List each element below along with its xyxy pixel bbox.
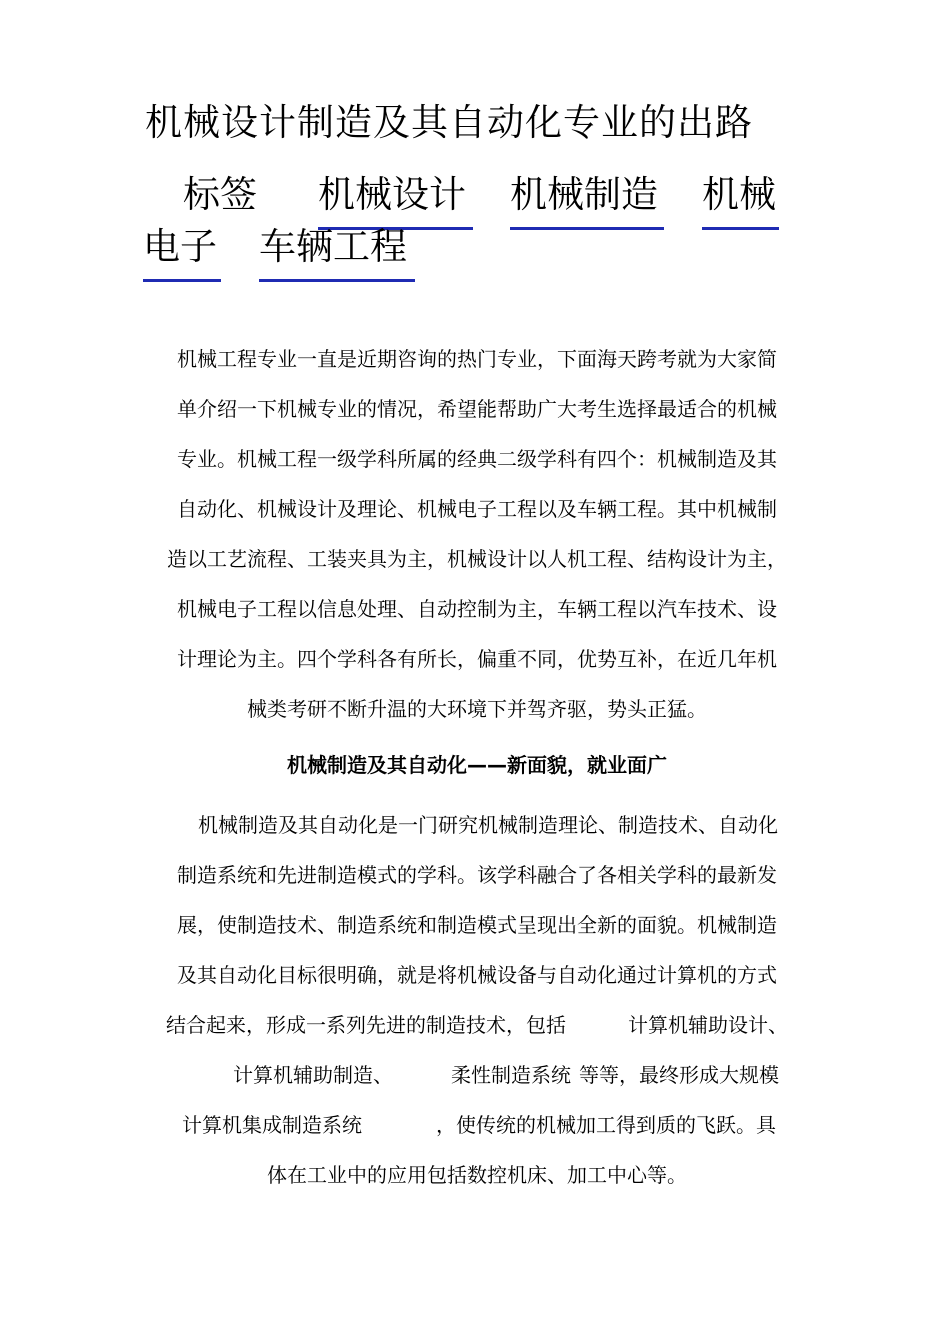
- section-heading: 机械制造及其自动化——新面貌，就业面广: [287, 753, 667, 777]
- section-line: 展，使制造技术、制造系统和制造模式呈现出全新的面貌。机械制造: [177, 913, 777, 937]
- term-cims: 计算机集成制造系统: [182, 1113, 362, 1137]
- page-title: 机械设计制造及其自动化专业的出路: [145, 101, 753, 144]
- intro-line: 专业。机械工程一级学科所属的经典二级学科有四个：机械制造及其: [177, 447, 777, 471]
- intro-paragraph: [145, 334, 809, 734]
- section-line: 制造系统和先进制造模式的学科。该学科融合了各相关学科的最新发: [177, 863, 777, 887]
- intro-line: 自动化、机械设计及理论、机械电子工程以及车辆工程。其中机械制: [177, 497, 777, 521]
- section-line: 计算机辅助制造、 柔性制造系统 等等，最终形成大规模: [233, 1063, 779, 1087]
- section-line: 及其自动化目标很明确，就是将机械设备与自动化通过计算机的方式: [177, 963, 777, 987]
- tags-label: 标签: [183, 173, 257, 216]
- section-line: 结合起来，形成一系列先进的制造技术，包括 计算机辅助设计、: [166, 1013, 788, 1037]
- intro-line: 机械电子工程以信息处理、自动控制为主，车辆工程以汽车技术、设: [177, 597, 777, 621]
- tag-link-jixie[interactable]: 机械: [702, 170, 779, 230]
- section-line: 机械制造及其自动化是一门研究机械制造理论、制造技术、自动化: [198, 813, 778, 837]
- intro-line: 械类考研不断升温的大环境下并驾齐驱，势头正猛。: [247, 697, 707, 721]
- tag-link-dianzi[interactable]: 电子: [143, 222, 221, 282]
- section-line: 体在工业中的应用包括数控机床、加工中心等。: [267, 1163, 687, 1187]
- tag-link-jixie-sheji[interactable]: 机械设计: [318, 170, 473, 230]
- tag-link-jixie-zhizao[interactable]: 机械制造: [510, 170, 664, 230]
- term-cam: 计算机辅助制造、: [233, 1063, 393, 1087]
- tag-link-cheliang-gongcheng[interactable]: 车辆工程: [259, 222, 415, 282]
- term-cad: 计算机辅助设计、: [628, 1013, 788, 1037]
- intro-line: 造以工艺流程、工装夹具为主，机械设计以人机工程、结构设计为主，: [167, 547, 787, 571]
- section-line: 计算机集成制造系统 ，使传统的机械加工得到质的飞跃。具: [182, 1113, 776, 1137]
- section-paragraph: [145, 800, 809, 1200]
- intro-line: 单介绍一下机械专业的情况，希望能帮助广大考生选择最适合的机械: [177, 397, 777, 421]
- intro-line: 机械工程专业一直是近期咨询的热门专业，下面海天跨考就为大家简: [177, 347, 777, 371]
- intro-line: 计理论为主。四个学科各有所长，偏重不同，优势互补，在近几年机: [177, 647, 777, 671]
- term-fms: 柔性制造系统: [451, 1063, 571, 1087]
